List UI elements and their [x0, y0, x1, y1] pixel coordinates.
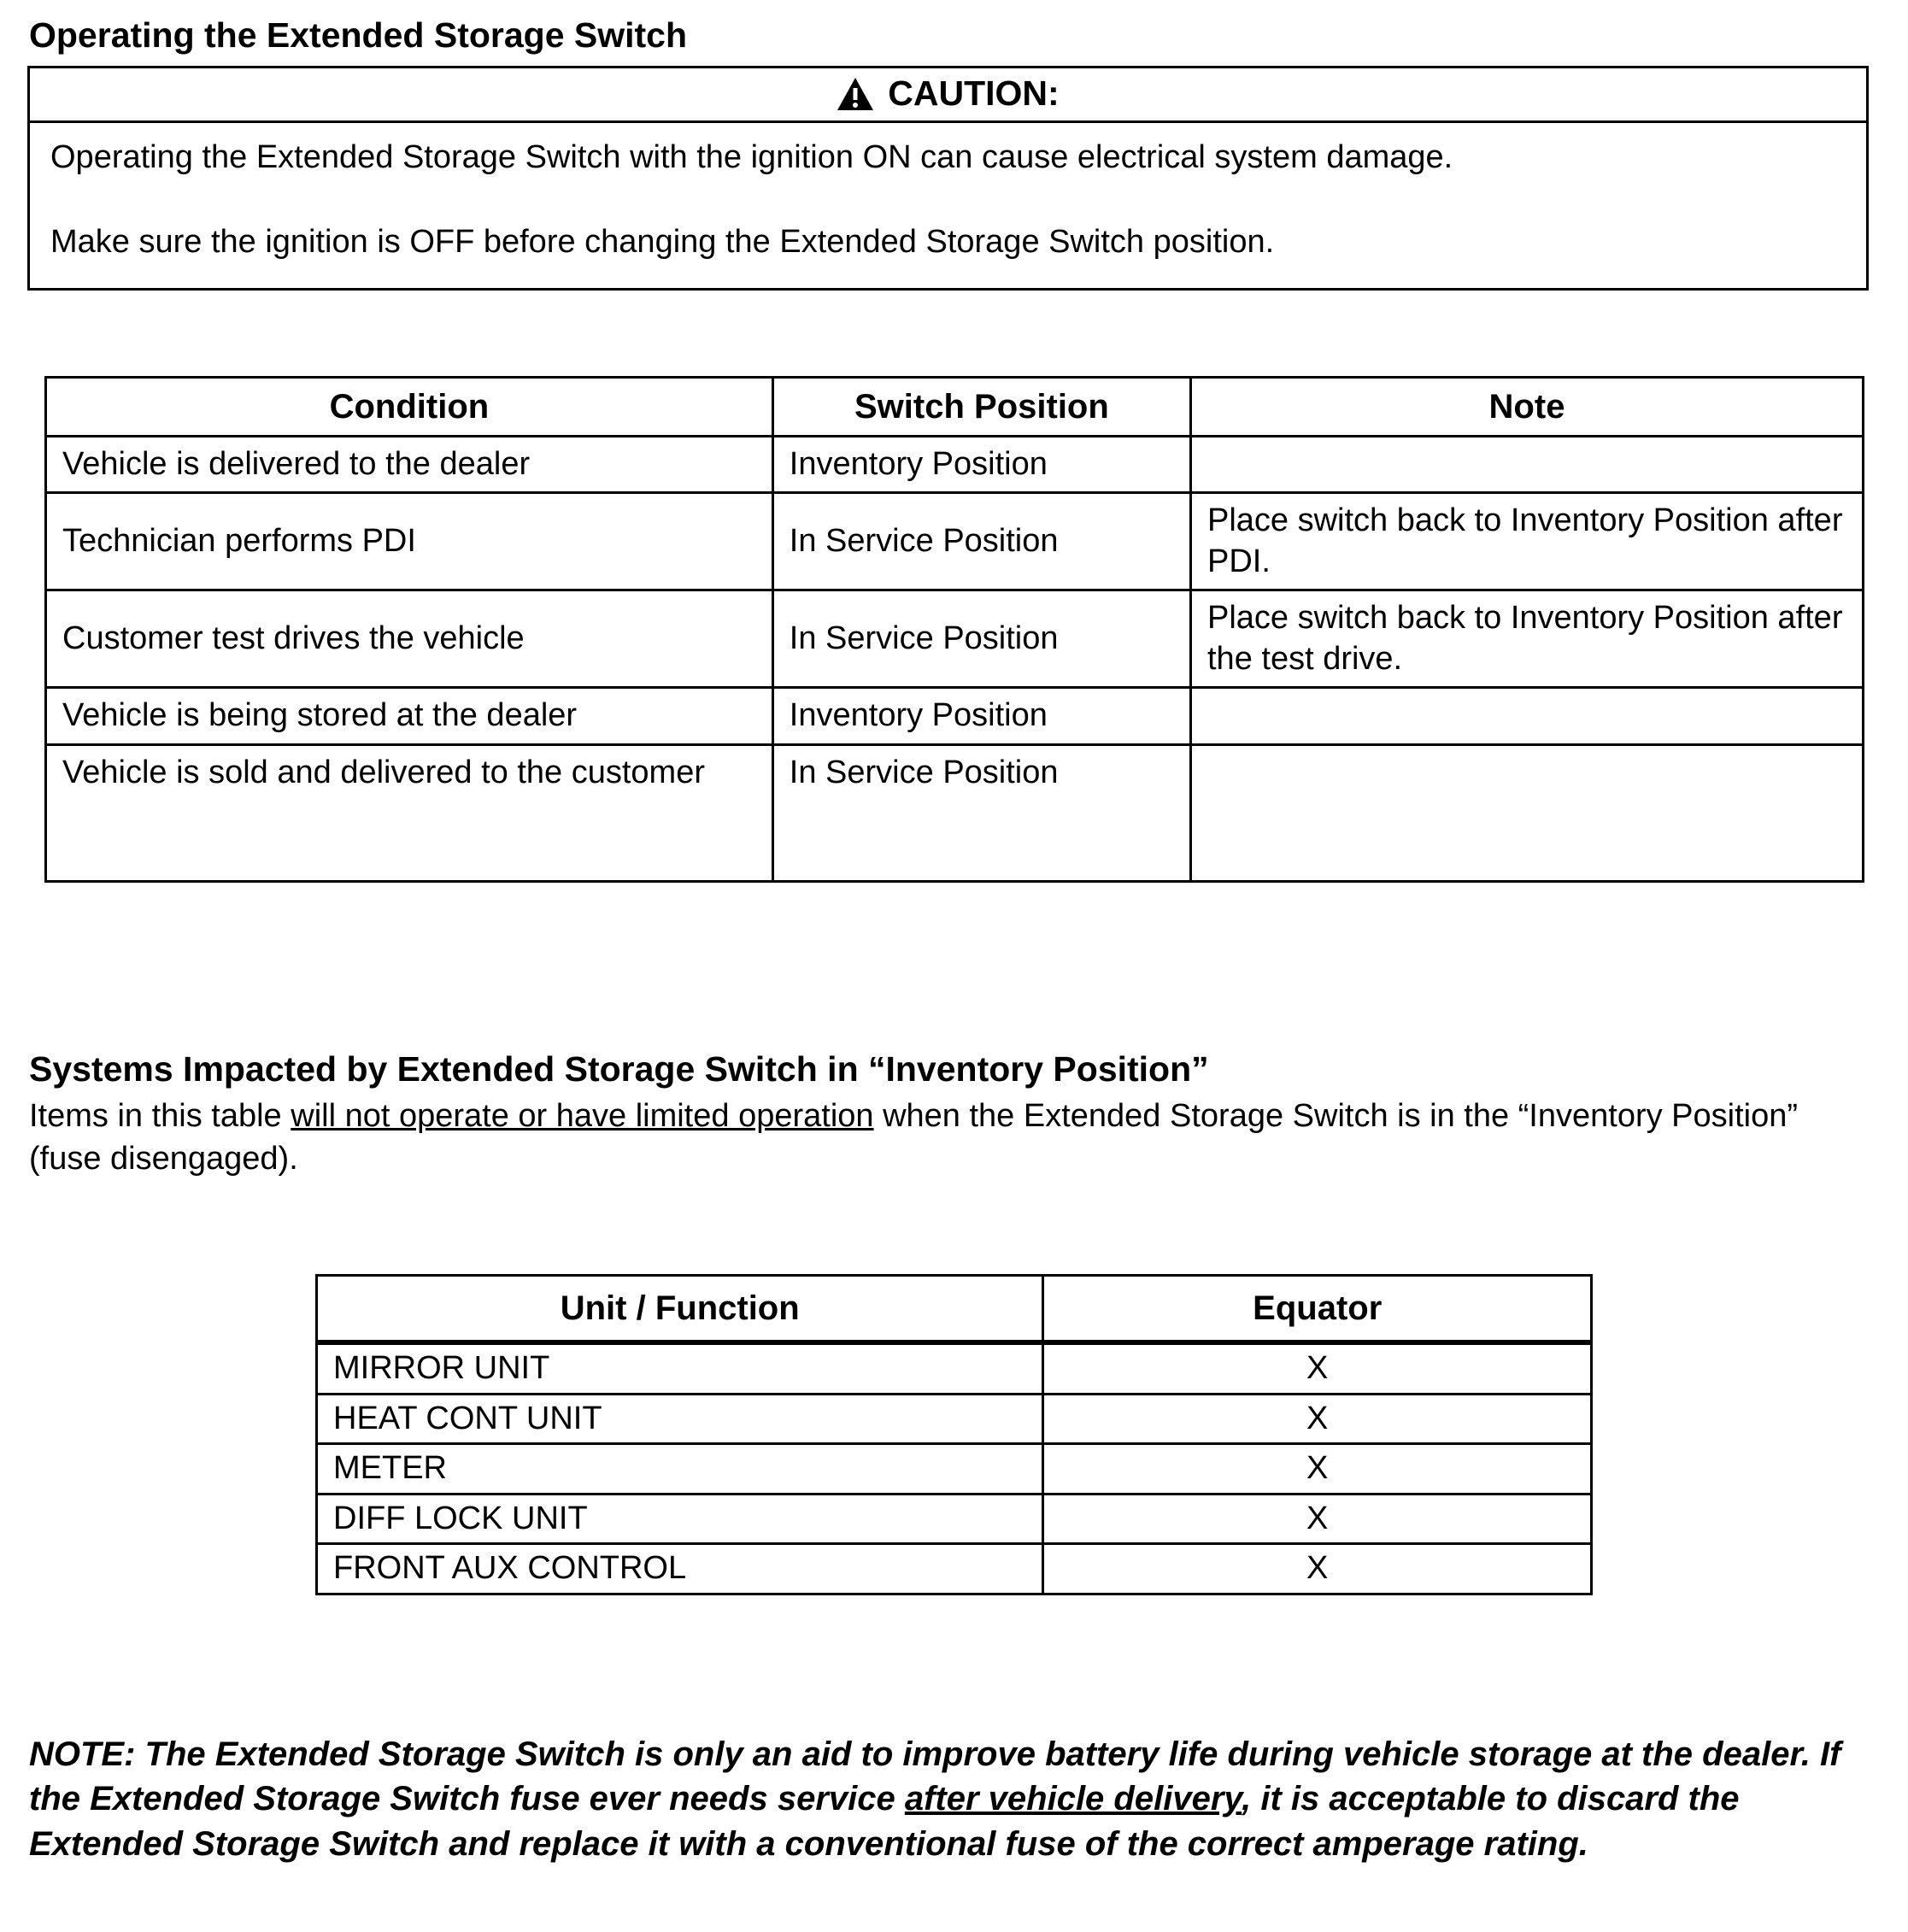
table-row	[317, 1544, 1592, 1594]
intro-text-1: Items in this table	[29, 1097, 291, 1134]
table-row	[317, 1394, 1592, 1444]
table-row	[46, 493, 1864, 590]
unit-cell: HEAT CONT UNIT	[317, 1394, 1043, 1444]
switch-position-cell: In Service Position	[772, 493, 1190, 590]
note-cell: Place switch back to Inventory Position after PDI.	[1191, 493, 1864, 590]
equator-cell: X	[1043, 1544, 1592, 1594]
intro-text-underlined: will not operate or have limited operation	[291, 1097, 874, 1134]
impacted-systems-intro	[29, 1095, 1866, 1180]
intro-text-2: when the Extended Storage Switch is in the “Inventory Position” (fuse disengaged).	[29, 1097, 1799, 1177]
table-row	[46, 688, 1864, 745]
note-paragraph	[29, 1732, 1875, 1867]
condition-cell: Vehicle is being stored at the dealer	[46, 688, 773, 745]
note-text-2: , it is acceptable to discard the Extended Storage Switch and replace it with a conventional fuse of the correct amperage rating.	[29, 1780, 1740, 1864]
table-row	[317, 1444, 1592, 1495]
condition-table	[44, 376, 1864, 883]
equator-cell: X	[1043, 1394, 1592, 1444]
unit-function-table	[315, 1274, 1593, 1595]
table-row	[46, 436, 1864, 493]
condition-cell: Customer test drives the vehicle	[46, 590, 773, 688]
switch-position-cell: Inventory Position	[772, 688, 1190, 745]
caution-text-1: Operating the Extended Storage Switch with the ignition ON can cause electrical system damage.	[50, 139, 1453, 175]
note-cell: Place switch back to Inventory Position after the test drive.	[1191, 590, 1864, 688]
table-row	[46, 744, 1864, 881]
condition-cell: Technician performs PDI	[46, 493, 773, 590]
column-header-equator: Equator	[1043, 1276, 1592, 1343]
unit-cell: DIFF LOCK UNIT	[317, 1494, 1043, 1544]
table-row	[317, 1342, 1592, 1394]
note-text-underlined: after vehicle delivery	[904, 1780, 1242, 1818]
equator-cell: X	[1043, 1494, 1592, 1544]
switch-position-cell: In Service Position	[772, 744, 1190, 881]
unit-cell: MIRROR UNIT	[317, 1342, 1043, 1394]
note-cell	[1191, 744, 1864, 881]
caution-text-2: Make sure the ignition is OFF before changing the Extended Storage Switch position.	[50, 224, 1275, 261]
condition-cell: Vehicle is sold and delivered to the customer	[46, 744, 773, 881]
caution-box	[27, 66, 1869, 291]
note-cell	[1191, 436, 1864, 493]
page-title: Operating the Extended Storage Switch	[29, 15, 688, 55]
equator-cell: X	[1043, 1444, 1592, 1495]
table-row	[46, 590, 1864, 688]
warning-icon	[837, 77, 874, 111]
unit-table-header-row	[317, 1276, 1592, 1343]
table-row	[317, 1494, 1592, 1544]
condition-table-header-row	[46, 377, 1864, 436]
note-text-1: NOTE: The Extended Storage Switch is only an aid to improve battery life during vehicle storage at the dealer. If the Extended Storage Switch fuse ever needs service	[29, 1735, 1841, 1818]
column-header-switch-position: Switch Position	[772, 377, 1190, 436]
note-cell	[1191, 688, 1864, 745]
condition-cell: Vehicle is delivered to the dealer	[46, 436, 773, 493]
unit-cell: FRONT AUX CONTROL	[317, 1544, 1043, 1594]
unit-cell: METER	[317, 1444, 1043, 1495]
caution-header	[30, 68, 1866, 123]
switch-position-cell: Inventory Position	[772, 436, 1190, 493]
column-header-condition: Condition	[46, 377, 773, 436]
column-header-unit-function: Unit / Function	[317, 1276, 1043, 1343]
caution-body	[30, 123, 1866, 288]
impacted-systems-heading: Systems Impacted by Extended Storage Switch in “Inventory Position”	[29, 1048, 1209, 1089]
equator-cell: X	[1043, 1342, 1592, 1394]
caution-label: CAUTION:	[888, 73, 1060, 113]
column-header-note: Note	[1191, 377, 1864, 436]
switch-position-cell: In Service Position	[772, 590, 1190, 688]
